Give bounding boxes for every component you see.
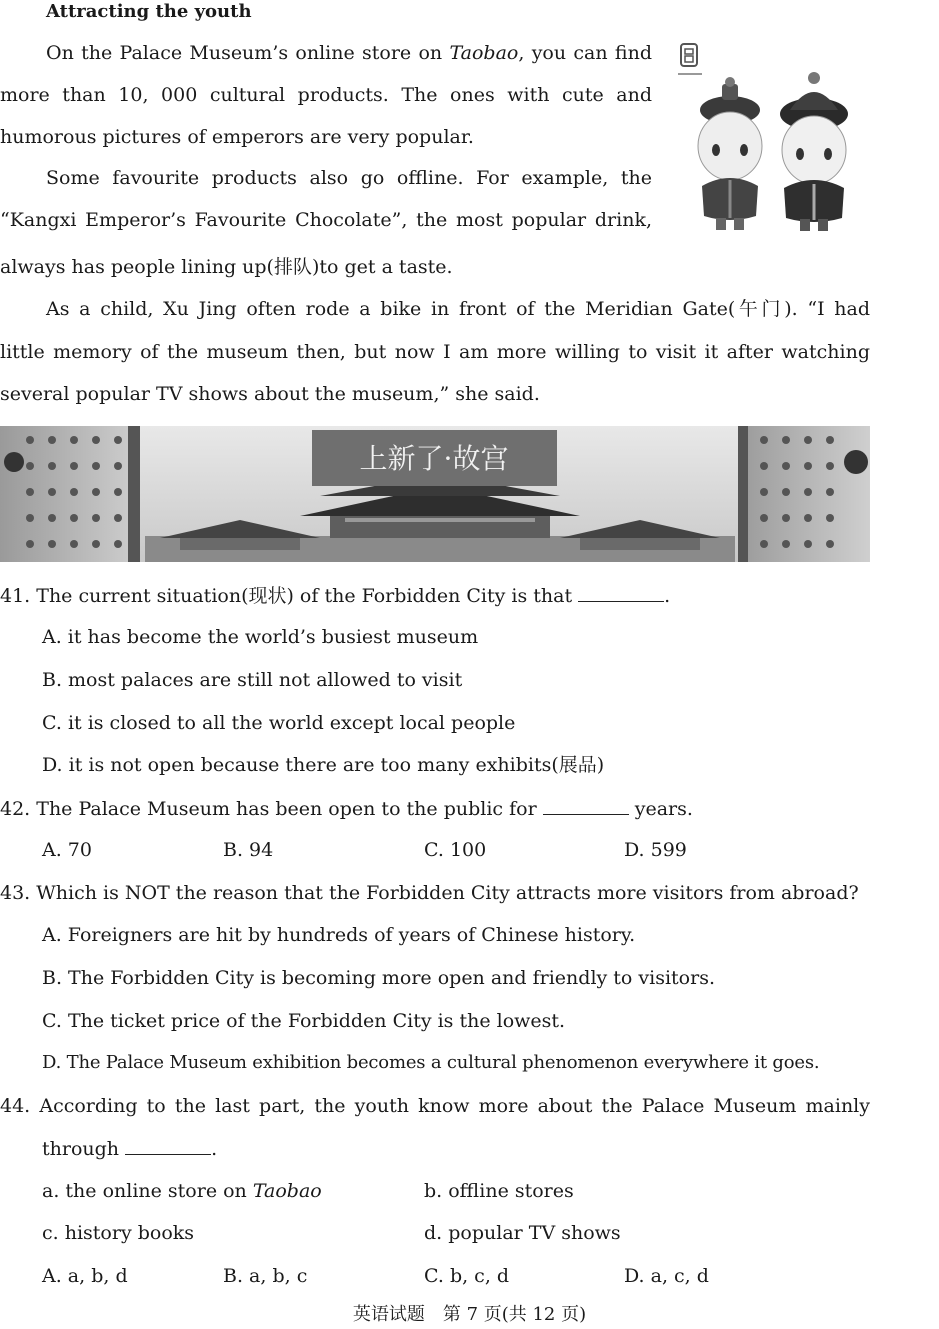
paragraph-3-line-2: little memory of the museum then, but now I am more willing to visit it after watching — [0, 341, 870, 363]
banner-sign-text: 上新了·故宫 — [359, 442, 509, 475]
question-44-option-d: D. a, c, d — [624, 1265, 709, 1287]
emperor-dolls-illustration — [672, 38, 872, 233]
forbidden-city-banner — [0, 426, 870, 562]
left-palace-door — [0, 426, 140, 562]
question-44-option-b: B. a, b, c — [223, 1265, 308, 1287]
question-43-stem: 43. Which is NOT the reason that the Forbidden City attracts more visitors from abroad? — [0, 882, 859, 904]
emperor-doll-left — [698, 77, 762, 230]
page-footer: 英语试题 第 7 页(共 12 页) — [352, 1304, 587, 1325]
paragraph-1-line-1: On the Palace Museum’s online store on Taobao, you can find — [46, 42, 652, 64]
question-44-item-c: c. history books — [42, 1222, 195, 1244]
question-43-option-b: B. The Forbidden City is becoming more open and friendly to visitors. — [42, 967, 715, 989]
paragraph-3-line-3: several popular TV shows about the museum,” she said. — [0, 383, 540, 405]
answer-blank — [543, 796, 629, 815]
paragraph-3-line-1: As a child, Xu Jing often rode a bike in front of the Meridian Gate(午门). “I had — [46, 298, 870, 320]
question-44-item-b: b. offline stores — [424, 1180, 574, 1202]
question-44-stem-line-1: 44. According to the last part, the youth know more about the Palace Museum mainly — [0, 1095, 870, 1117]
question-43-option-c: C. The ticket price of the Forbidden City is the lowest. — [42, 1010, 566, 1032]
question-42-stem: 42. The Palace Museum has been open to the public for years. — [0, 798, 693, 820]
question-41-stem: 41. The current situation(现状) of the Forbidden City is that . — [0, 585, 671, 607]
question-44-option-a: A. a, b, d — [42, 1265, 128, 1287]
question-43-option-a: A. Foreigners are hit by hundreds of years of Chinese history. — [42, 924, 636, 946]
paragraph-1-line-2: more than 10, 000 cultural products. The ones with cute and — [0, 84, 652, 106]
paragraph-2-line-2: “Kangxi Emperor’s Favourite Chocolate”, the most popular drink, — [0, 209, 652, 231]
question-41-option-b: B. most palaces are still not allowed to visit — [42, 669, 463, 691]
question-42-option-a: A. 70 — [42, 839, 92, 861]
answer-blank — [578, 583, 664, 602]
taobao-italic: Taobao — [449, 42, 519, 64]
question-44-stem-line-2: through . — [42, 1138, 218, 1160]
emperor-doll-right — [780, 72, 848, 231]
answer-blank — [125, 1136, 211, 1155]
paragraph-1-line-3: humorous pictures of emperors are very popular. — [0, 126, 474, 148]
question-43-option-d: D. The Palace Museum exhibition becomes a cultural phenomenon everywhere it goes. — [42, 1052, 820, 1073]
question-44-item-a: a. the online store on Taobao — [42, 1180, 322, 1202]
paragraph-2-line-3: always has people lining up(排队)to get a taste. — [0, 256, 453, 278]
question-41-option-c: C. it is closed to all the world except local people — [42, 712, 516, 734]
banner-sign — [312, 430, 557, 486]
question-44-item-d: d. popular TV shows — [424, 1222, 621, 1244]
banner-svg — [0, 426, 870, 562]
question-41-option-a: A. it has become the world’s busiest museum — [42, 626, 479, 648]
section-title: Attracting the youth — [46, 1, 252, 22]
palace-logo-icon — [678, 44, 702, 74]
question-42-option-c: C. 100 — [424, 839, 487, 861]
question-41-option-d: D. it is not open because there are too many exhibits(展品) — [42, 754, 605, 776]
right-palace-door — [738, 426, 870, 562]
question-44-option-c: C. b, c, d — [424, 1265, 510, 1287]
question-42-option-d: D. 599 — [624, 839, 687, 861]
emperor-dolls-svg — [672, 38, 872, 233]
taobao-italic: Taobao — [252, 1180, 322, 1202]
paragraph-2-line-1: Some favourite products also go offline. For example, the — [46, 167, 652, 189]
question-42-option-b: B. 94 — [223, 839, 274, 861]
